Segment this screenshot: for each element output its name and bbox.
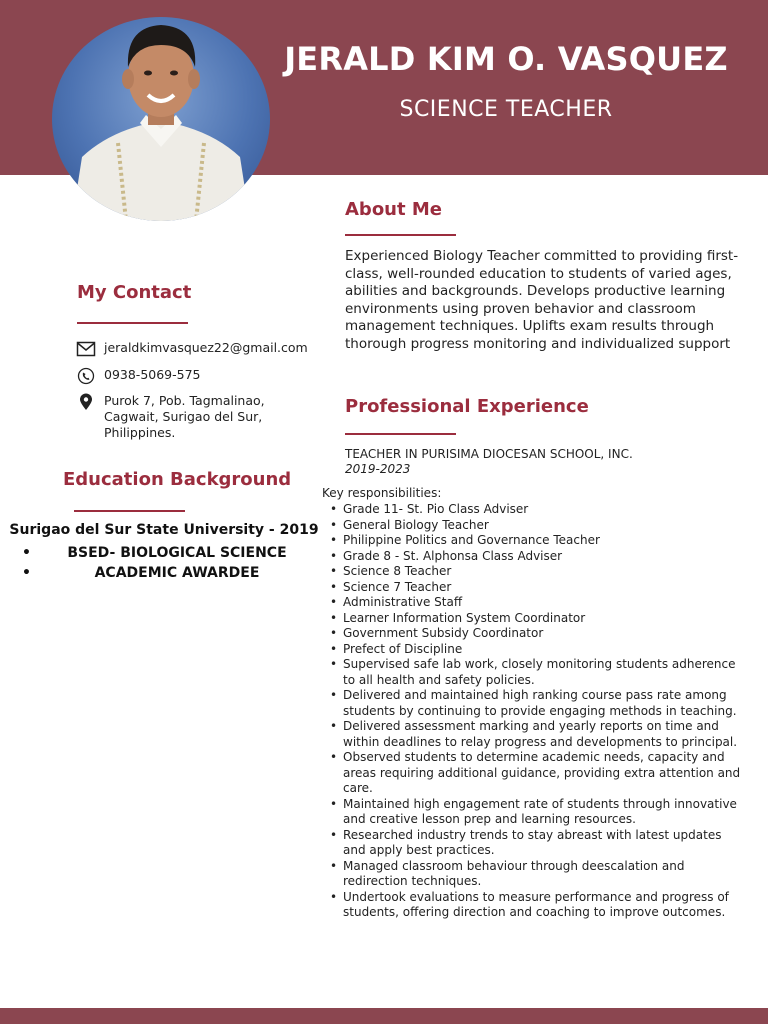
job-years: 2019-2023 — [345, 462, 411, 476]
list-item: • Delivered and maintained high ranking course pass rate among students by continuing to provide engaging methods in teaching. — [343, 688, 745, 719]
list-item: • Science 8 Teacher — [343, 564, 745, 580]
envelope-icon — [76, 340, 96, 358]
education-divider — [74, 510, 185, 512]
about-divider — [345, 234, 456, 236]
list-item: • Administrative Staff — [343, 595, 745, 611]
contact-phone[interactable]: 0938-5069-575 — [104, 367, 201, 382]
list-item: • Philippine Politics and Governance Teacher — [343, 533, 745, 549]
list-item: • Observed students to determine academic needs, capacity and areas requiring additional guidance, providing extra attention and care. — [343, 750, 745, 797]
bullet: • — [22, 565, 31, 581]
experience-title: Professional Experience — [345, 396, 589, 417]
list-item: • Prefect of Discipline — [343, 642, 745, 658]
list-item: • Undertook evaluations to measure performance and progress of students, offering direction and coaching to improve outcomes. — [343, 890, 745, 921]
list-item: • Researched industry trends to stay abreast with latest updates and apply best practices. — [343, 828, 745, 859]
list-item: • Delivered assessment marking and yearly reports on time and within deadlines to relay progress and developments to principal. — [343, 719, 745, 750]
person-portrait-icon — [52, 17, 270, 221]
list-item: • Managed classroom behaviour through deescalation and redirection techniques. — [343, 859, 745, 890]
key-responsibilities-label: Key responsibilities: — [322, 486, 442, 500]
bullet: • — [22, 545, 31, 561]
list-item: • Learner Information System Coordinator — [343, 611, 745, 627]
contact-email[interactable]: jeraldkimvasquez22@gmail.com — [104, 340, 308, 355]
education-title: Education Background — [63, 469, 292, 490]
list-item: • Maintained high engagement rate of students through innovative and creative lesson prep and learning resources. — [343, 797, 745, 828]
contact-address: Purok 7, Pob. Tagmalinao, Cagwait, Surigao del Sur, Philippines. — [104, 393, 265, 440]
contact-title: My Contact — [77, 282, 192, 303]
about-text: Experienced Biology Teacher committed to providing first-class, well-rounded education to students of varied ages, abilities and backgrounds. Develops productive learning environments using proven behavior and classroom management techniques. Uplifts exam results through thorough progress monitoring and individualized support — [345, 248, 739, 352]
education-school: Surigao del Sur State University - 2019 — [9, 522, 319, 538]
responsibilities-list — [343, 502, 745, 921]
profile-photo — [52, 17, 270, 221]
job-title: TEACHER IN PURISIMA DIOCESAN SCHOOL, INC. — [345, 447, 633, 461]
location-pin-icon — [76, 393, 96, 411]
list-item: • Grade 8 - St. Alphonsa Class Adviser — [343, 549, 745, 565]
about-title: About Me — [345, 199, 442, 220]
education-item — [8, 563, 328, 583]
education-item-text: ACADEMIC AWARDEE — [94, 565, 260, 581]
experience-divider — [345, 433, 456, 435]
phone-icon — [76, 367, 96, 385]
list-item: • Supervised safe lab work, closely monitoring students adherence to all health and safety policies. — [343, 657, 745, 688]
education-list — [8, 543, 328, 583]
job-role: SCIENCE TEACHER — [399, 97, 613, 122]
footer-bar — [0, 1008, 768, 1024]
list-item: • Science 7 Teacher — [343, 580, 745, 596]
list-item: • Grade 11- St. Pio Class Adviser — [343, 502, 745, 518]
person-name: JERALD KIM O. VASQUEZ — [284, 40, 728, 78]
list-item: • Government Subsidy Coordinator — [343, 626, 745, 642]
list-item: • General Biology Teacher — [343, 518, 745, 534]
contact-divider — [77, 322, 188, 324]
education-item-text: BSED- BIOLOGICAL SCIENCE — [67, 545, 287, 561]
education-item — [8, 543, 328, 563]
